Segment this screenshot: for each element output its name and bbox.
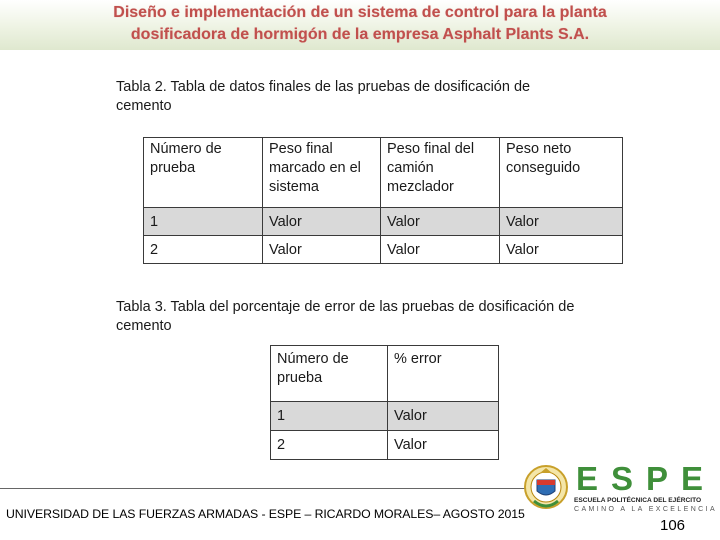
header-cell-error-percent bbox=[388, 346, 499, 402]
table2-caption bbox=[116, 78, 656, 116]
espe-logo-letters: ESPE bbox=[576, 460, 717, 497]
espe-logo-motto: CAMINO A LA EXCELENCIA bbox=[574, 506, 718, 513]
table-cell: Valor bbox=[263, 236, 381, 264]
header-text: marcado en el bbox=[269, 160, 361, 176]
header-cell-truck-weight bbox=[381, 138, 500, 208]
table-row bbox=[271, 431, 499, 460]
table3-caption-line-1: Tabla 3. Tabla del porcentaje de error de las pruebas de dosificación de bbox=[116, 299, 575, 315]
footer-divider bbox=[0, 488, 525, 489]
table-cell: 2 bbox=[271, 431, 388, 460]
header-text: Peso neto bbox=[506, 141, 572, 157]
table-row bbox=[144, 236, 623, 264]
table2-caption-line-2: cemento bbox=[116, 98, 172, 114]
table-cell: Valor bbox=[381, 208, 500, 236]
header-banner bbox=[0, 0, 720, 50]
table-cell: 1 bbox=[144, 208, 263, 236]
header-text: camión bbox=[387, 160, 434, 176]
footer-text: UNIVERSIDAD DE LAS FUERZAS ARMADAS - ESPE – RICARDO MORALES– AGOSTO 2015 bbox=[6, 507, 525, 521]
header-title-line-2: dosificadora de hormigón de la empresa Asphalt Plants S.A. bbox=[130, 26, 590, 43]
table3-error-percentage bbox=[270, 345, 499, 460]
table-header-row bbox=[271, 346, 499, 402]
table-cell: Valor bbox=[500, 208, 623, 236]
header-text: Número de bbox=[150, 141, 222, 157]
table-cell: 1 bbox=[271, 402, 388, 431]
header-cell-system-weight bbox=[263, 138, 381, 208]
table-row bbox=[271, 402, 499, 431]
header-text: Número de bbox=[277, 351, 349, 367]
header-title-line-1: Diseño e implementación de un sistema de control para la planta bbox=[113, 4, 607, 21]
header-text: Peso final del bbox=[387, 141, 475, 157]
header-text: sistema bbox=[269, 179, 319, 195]
table-cell: Valor bbox=[388, 431, 499, 460]
espe-logo-subtitle: ESCUELA POLITÉCNICA DEL EJÉRCITO bbox=[574, 497, 702, 504]
table-cell: Valor bbox=[263, 208, 381, 236]
header-cell-net-weight bbox=[500, 138, 623, 208]
table3-caption bbox=[116, 298, 656, 336]
header-text: mezclador bbox=[387, 179, 454, 195]
table-header-row bbox=[144, 138, 623, 208]
header-text: % error bbox=[394, 351, 442, 367]
university-emblem-icon bbox=[522, 463, 570, 515]
table-cell: 2 bbox=[144, 236, 263, 264]
table-cell: Valor bbox=[500, 236, 623, 264]
header-text: Peso final bbox=[269, 141, 333, 157]
header-text: conseguido bbox=[506, 160, 581, 176]
header-cell-test-number bbox=[271, 346, 388, 402]
table2-caption-line-1: Tabla 2. Tabla de datos finales de las pruebas de dosificación de bbox=[116, 79, 531, 95]
header-text: prueba bbox=[277, 370, 323, 386]
page-number: 106 bbox=[660, 517, 686, 534]
header-cell-test-number bbox=[144, 138, 263, 208]
header-text: prueba bbox=[150, 160, 196, 176]
table2-final-dosing-data bbox=[143, 137, 623, 264]
table-cell: Valor bbox=[381, 236, 500, 264]
table-row bbox=[144, 208, 623, 236]
table3-caption-line-2: cemento bbox=[116, 318, 172, 334]
table-cell: Valor bbox=[388, 402, 499, 431]
